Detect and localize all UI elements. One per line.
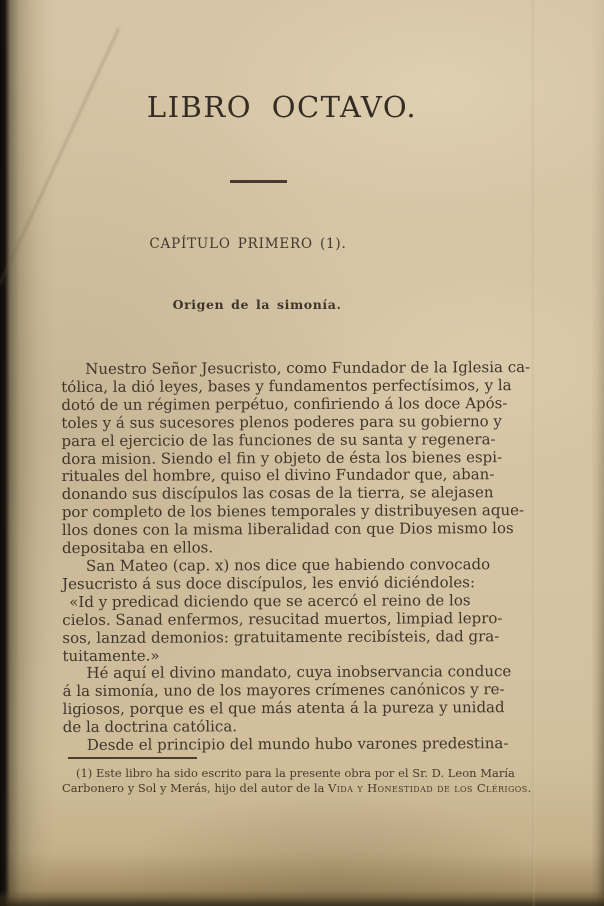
footnote-text: Carbonero y Sol y Merás, hijo del autor de la [62,780,329,795]
paragraph-1: Nuestro Señor Jesucristo, como Fundador de la Iglesia ca- tólica, la dió leyes, bases y fundamentos perfectísimos, y la dotó de un régimen perpétuo, confiriendo á los doce Após- toles y á sus sucesores plenos poderes para su gobierno y para el ejercicio de las funciones de su santa y regenera- dora mision. Siendo el fin y objeto de ésta los bienes espi- rituales del hombre, quiso el divino Fundador que, aban- donando sus discípulos las cosas de la tierra, se alejasen por completo de los bienes temporales y distribuyesen aque- llos dones con la misma liberalidad con que Dios mismo los depositaba en ellos. [61,357,531,558]
title-divider-rule [230,180,287,183]
section-heading: Origen de la simonía. [172,297,342,312]
footnote-rule [68,757,197,759]
paragraph-3-quote: «Id y predicad diciendo que se acercó el reino de los cielos. Sanad enfermos, resucitad muertos, limpiad lepro- sos, lanzad demonios: gratuitamente recibísteis, dad gra- tuitamente.» [62,591,503,665]
chapter-heading: CAPÍTULO PRIMERO (1). [149,236,347,252]
binding-gutter-shadow [0,0,56,906]
page-right-edge-shadow [591,0,604,906]
book-title: LIBRO OCTAVO. [146,90,418,124]
page-bottom-edge-shadow [0,890,604,906]
paragraph-5: Desde el principio del mundo hubo varones predestina- [86,734,509,754]
body-text [61,359,539,755]
paragraph-4: Hé aquí el divino mandato, cuya inobservancia conduce á la simonía, uno de los mayores crímenes canónicos y re- ligiosos, porque es el que más atenta á la pureza y unidad de la doctrina católica. [62,662,512,737]
paragraph-2: San Mateo (cap. x) nos dice que habiendo convocado Jesucristo á sus doce discípulos, les envió diciéndoles: [62,555,491,593]
footnote-line-2 [62,781,542,796]
footnote-line-1: (1) Este libro ha sido escrito para la presente obra por el Sr. D. Leon María [76,766,515,780]
footnote [62,766,542,795]
footnote-book-reference: Vida y Honestidad de los Clérigos. [328,780,532,795]
